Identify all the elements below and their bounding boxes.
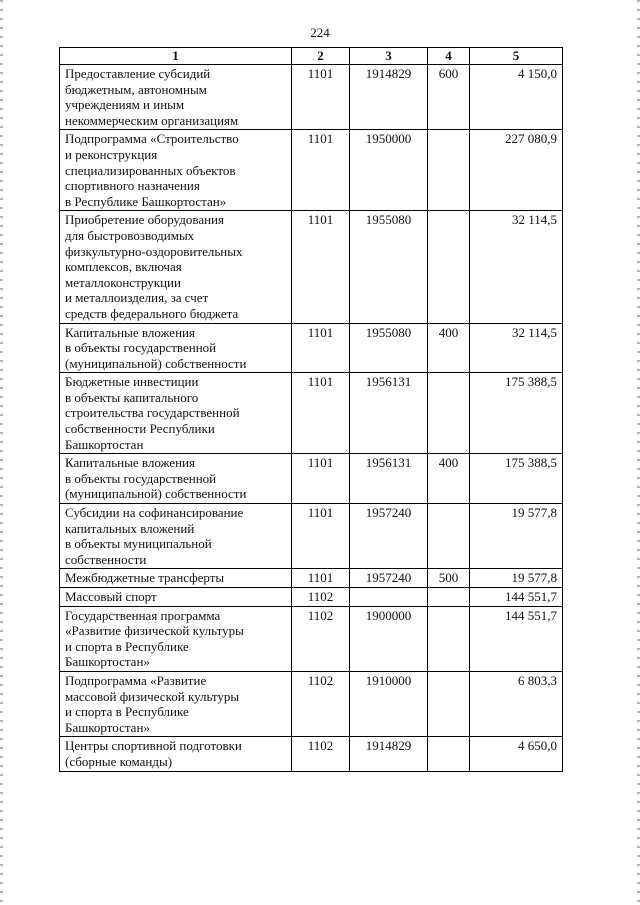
row-section-cell: 1101 <box>292 504 350 569</box>
budget-table <box>59 47 563 772</box>
row-article-cell: 1914829 <box>350 737 428 771</box>
row-type-cell <box>428 504 470 569</box>
row-name-line: комплексов, включая <box>65 259 182 275</box>
row-name-line: и реконструкция <box>65 146 158 162</box>
row-name-line: Приобретение оборудования <box>65 212 224 228</box>
table-row <box>60 737 563 771</box>
table-row <box>60 454 563 504</box>
row-name-line: бюджетным, автономным <box>65 81 207 97</box>
row-name-line: (сборные команды) <box>65 753 173 769</box>
header-col-3: 3 <box>350 48 428 65</box>
row-type-cell <box>428 737 470 771</box>
row-section-cell: 1101 <box>292 130 350 211</box>
row-section-cell: 1102 <box>292 588 350 607</box>
row-type-cell <box>428 373 470 454</box>
row-amount-cell: 175 388,5 <box>470 373 563 454</box>
row-name-line: учреждениям и иным <box>65 97 185 113</box>
row-amount-cell: 6 803,3 <box>470 671 563 736</box>
row-name-line: и спорта в Республике <box>65 638 189 654</box>
row-name-cell <box>60 606 292 671</box>
row-name-line: в объекты государственной <box>65 470 217 486</box>
header-row <box>60 48 563 65</box>
row-type-cell: 500 <box>428 569 470 588</box>
row-section-cell: 1102 <box>292 671 350 736</box>
row-name-line: массовой физической культуры <box>65 688 240 704</box>
row-article-cell <box>350 588 428 607</box>
table-row <box>60 606 563 671</box>
row-article-cell: 1900000 <box>350 606 428 671</box>
row-name-line: в объекты государственной <box>65 340 217 356</box>
row-section-cell: 1101 <box>292 65 350 130</box>
table-row <box>60 211 563 323</box>
row-section-cell: 1102 <box>292 606 350 671</box>
table-body <box>60 65 563 772</box>
row-article-cell: 1956131 <box>350 454 428 504</box>
row-section-cell: 1101 <box>292 211 350 323</box>
row-type-cell: 600 <box>428 65 470 130</box>
row-article-cell: 1955080 <box>350 323 428 373</box>
row-name-line: специализированных объектов <box>65 162 236 178</box>
row-name-cell <box>60 130 292 211</box>
table-row <box>60 569 563 588</box>
row-name-line: средств федерального бюджета <box>65 305 239 321</box>
row-name-line: строительства государственной <box>65 405 240 421</box>
table-row <box>60 373 563 454</box>
row-name-cell <box>60 211 292 323</box>
table-row <box>60 504 563 569</box>
row-article-cell: 1955080 <box>350 211 428 323</box>
row-type-cell <box>428 211 470 323</box>
row-name-line: Подпрограмма «Развитие <box>65 672 207 688</box>
row-name-cell <box>60 569 292 588</box>
row-name-line: в объекты капитального <box>65 389 199 405</box>
row-name-line: Предоставление субсидий <box>65 66 211 81</box>
header-col-4: 4 <box>428 48 470 65</box>
header-col-2: 2 <box>292 48 350 65</box>
row-name-line: некоммерческим организациям <box>65 112 239 128</box>
row-type-cell: 400 <box>428 323 470 373</box>
row-name-line: (муниципальной) собственности <box>65 486 247 502</box>
row-name-line: Башкортостан <box>65 436 144 452</box>
row-name-line: Капитальные вложения <box>65 455 195 471</box>
row-type-cell <box>428 130 470 211</box>
row-name-line: Государственная программа <box>65 607 221 623</box>
row-amount-cell: 32 114,5 <box>470 211 563 323</box>
scan-edge-left <box>0 0 3 905</box>
row-type-cell <box>428 606 470 671</box>
row-amount-cell: 227 080,9 <box>470 130 563 211</box>
row-amount-cell: 144 551,7 <box>470 588 563 607</box>
row-article-cell: 1957240 <box>350 504 428 569</box>
row-name-line: Подпрограмма «Строительство <box>65 131 239 147</box>
table-row <box>60 671 563 736</box>
row-article-cell: 1910000 <box>350 671 428 736</box>
row-section-cell: 1101 <box>292 569 350 588</box>
table-row <box>60 130 563 211</box>
row-section-cell: 1101 <box>292 323 350 373</box>
row-name-line: металлоконструкции <box>65 274 181 290</box>
row-name-line: (муниципальной) собственности <box>65 355 247 371</box>
row-amount-cell: 32 114,5 <box>470 323 563 373</box>
row-article-cell: 1914829 <box>350 65 428 130</box>
row-amount-cell: 4 150,0 <box>470 65 563 130</box>
row-article-cell: 1950000 <box>350 130 428 211</box>
row-name-line: Субсидии на софинансирование <box>65 505 244 521</box>
row-name-line: в объекты муниципальной <box>65 536 212 552</box>
row-amount-cell: 175 388,5 <box>470 454 563 504</box>
row-name-line: Межбюджетные трансферты <box>65 570 225 586</box>
row-name-line: и металлоизделия, за счет <box>65 290 209 306</box>
row-name-line: Башкортостан» <box>65 719 150 735</box>
row-article-cell: 1956131 <box>350 373 428 454</box>
row-amount-cell: 19 577,8 <box>470 569 563 588</box>
row-amount-cell: 144 551,7 <box>470 606 563 671</box>
header-col-5: 5 <box>470 48 563 65</box>
row-name-line: физкультурно-оздоровительных <box>65 243 243 259</box>
row-name-line: «Развитие физической культуры <box>65 623 244 639</box>
row-name-line: Массовый спорт <box>65 589 157 604</box>
row-section-cell: 1101 <box>292 454 350 504</box>
row-name-line: спортивного назначения <box>65 178 200 194</box>
table-row <box>60 323 563 373</box>
row-article-cell: 1957240 <box>350 569 428 588</box>
row-name-cell <box>60 323 292 373</box>
row-section-cell: 1102 <box>292 737 350 771</box>
row-name-line: и спорта в Республике <box>65 704 189 720</box>
row-name-line: собственности Республики <box>65 421 215 437</box>
table-row <box>60 588 563 607</box>
row-name-cell <box>60 504 292 569</box>
row-name-line: собственности <box>65 551 147 567</box>
row-name-cell <box>60 454 292 504</box>
row-name-cell <box>60 373 292 454</box>
row-name-cell <box>60 737 292 771</box>
row-name-line: для быстровозводимых <box>65 227 195 243</box>
row-name-line: Бюджетные инвестиции <box>65 374 199 390</box>
row-amount-cell: 4 650,0 <box>470 737 563 771</box>
row-amount-cell: 19 577,8 <box>470 504 563 569</box>
row-name-line: Капитальные вложения <box>65 324 195 340</box>
row-type-cell <box>428 671 470 736</box>
row-name-cell <box>60 671 292 736</box>
row-type-cell: 400 <box>428 454 470 504</box>
row-name-cell <box>60 588 292 607</box>
row-name-line: капитальных вложений <box>65 520 195 536</box>
row-name-line: в Республике Башкортостан» <box>65 193 227 209</box>
row-type-cell <box>428 588 470 607</box>
row-section-cell: 1101 <box>292 373 350 454</box>
table-row <box>60 65 563 130</box>
page-number: 224 <box>310 25 330 40</box>
row-name-line: Центры спортивной подготовки <box>65 738 242 754</box>
header-col-1: 1 <box>60 48 292 65</box>
row-name-cell <box>60 65 292 130</box>
row-name-line: Башкортостан» <box>65 654 150 670</box>
